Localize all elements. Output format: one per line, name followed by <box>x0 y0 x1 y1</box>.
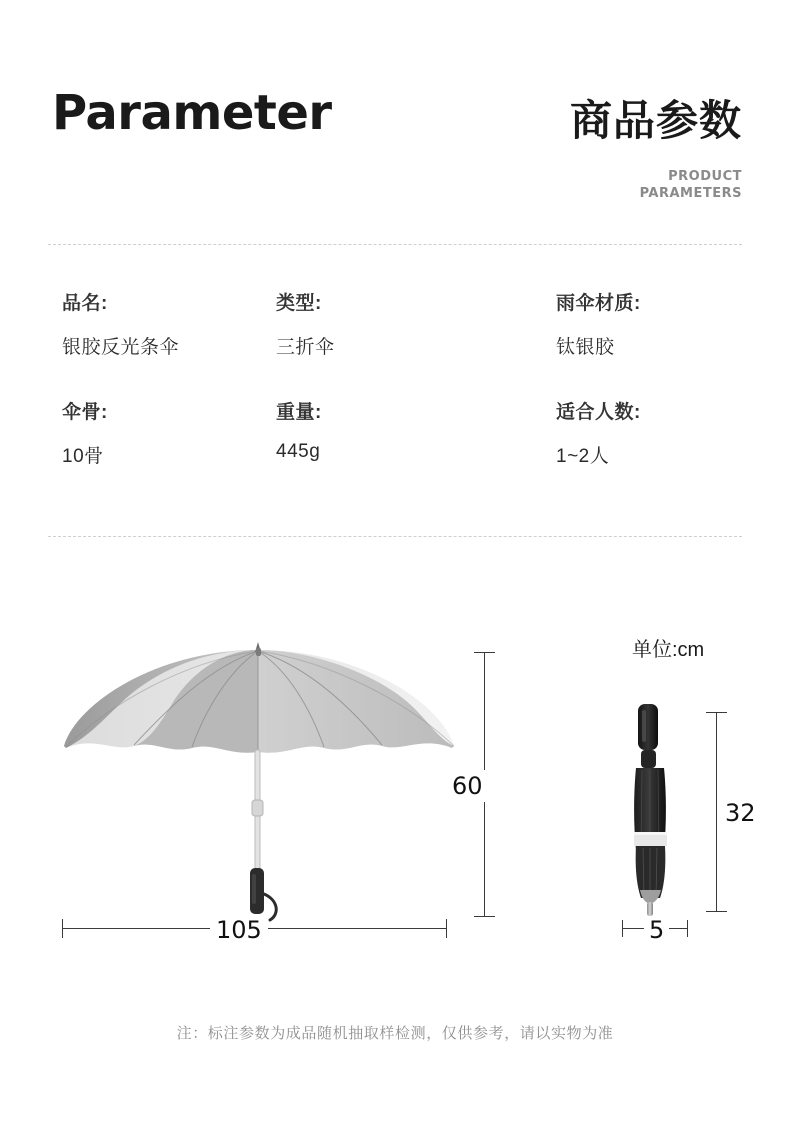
spec-label: 伞骨: <box>62 402 108 423</box>
page-subtitle <box>640 168 742 202</box>
open-umbrella-image <box>62 642 457 922</box>
page-subtitle-line1: PRODUCT <box>668 169 742 184</box>
spec-value: 1~2人 <box>556 446 610 467</box>
dimension-line <box>716 712 717 912</box>
dimension-closed-width <box>622 916 688 942</box>
spec-value: 10骨 <box>62 446 104 467</box>
spec-cell-capacity <box>556 397 748 468</box>
spec-cell-weight <box>276 397 556 468</box>
spec-cell-ribs <box>48 397 276 468</box>
divider-bottom <box>48 536 742 537</box>
spec-value: 钛银胶 <box>556 337 615 358</box>
spec-label: 品名: <box>62 293 108 314</box>
dimension-cap-right <box>687 920 688 937</box>
spec-cell-product-name <box>48 288 276 359</box>
spec-value: 银胶反光条伞 <box>62 337 180 358</box>
footnote: 注：标注参数为成品随机抽取样检测，仅供参考，请以实物为准 <box>176 1025 614 1042</box>
dimension-cap-bottom <box>474 916 495 917</box>
spec-row <box>48 397 748 468</box>
dimension-open-width <box>62 916 447 942</box>
spec-cell-material <box>556 288 748 359</box>
dimension-closed-height <box>706 712 756 912</box>
spec-table <box>48 288 748 506</box>
page-subtitle-line2: PARAMETERS <box>639 186 742 201</box>
dimension-value-closed-height: 32 <box>722 797 759 829</box>
spec-label: 适合人数: <box>556 402 641 423</box>
page-title-cn: 商品参数 <box>569 97 742 144</box>
page-header <box>0 0 790 240</box>
dimension-figure-area <box>0 590 790 990</box>
spec-label: 雨伞材质: <box>556 293 641 314</box>
dimension-cap-bottom <box>706 911 727 912</box>
dimension-value-open-width: 105 <box>210 916 268 944</box>
spec-label: 重量: <box>276 402 322 423</box>
dimension-open-height <box>452 652 510 917</box>
unit-label: 单位:cm <box>632 639 705 661</box>
dimension-cap-right <box>446 919 447 938</box>
spec-value: 445g <box>276 441 321 462</box>
closed-umbrella-image <box>614 702 688 922</box>
divider-top <box>48 244 742 245</box>
spec-row <box>48 288 748 359</box>
spec-cell-type <box>276 288 556 359</box>
page-title-en: Parameter <box>52 85 332 141</box>
dimension-value-open-height: 60 <box>448 770 487 802</box>
spec-value: 三折伞 <box>276 337 335 358</box>
dimension-value-closed-width: 5 <box>644 916 669 944</box>
spec-label: 类型: <box>276 293 322 314</box>
